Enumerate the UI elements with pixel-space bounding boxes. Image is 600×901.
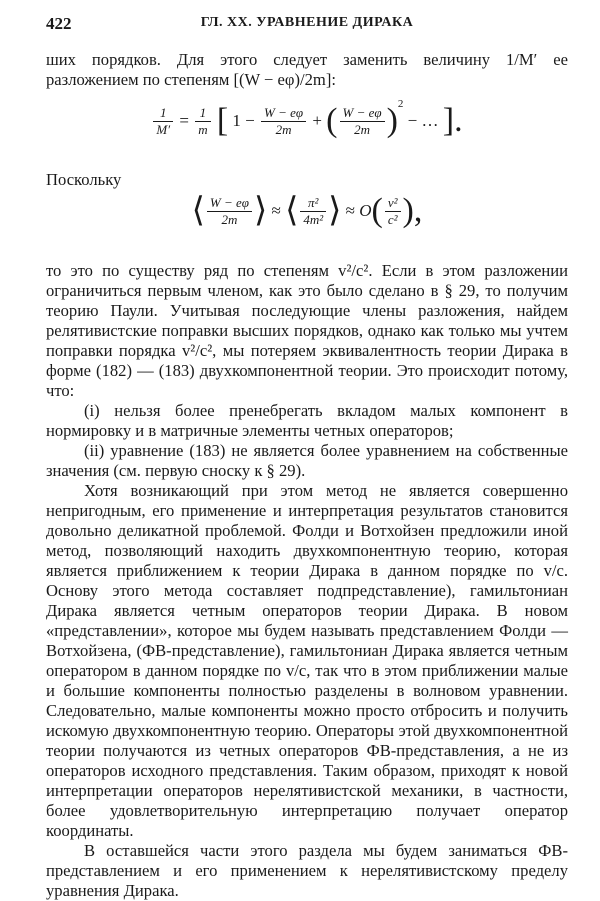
ellipsis-term: − …	[407, 111, 439, 130]
equation-estimate	[46, 194, 568, 228]
left-angle: ⟨	[191, 192, 205, 229]
fraction-energy: $\frac{W - e\varphi}{2m}$	[207, 195, 252, 228]
right-paren: )	[386, 102, 398, 139]
running-head: ГЛ. XX. УРАВНЕНИЕ ДИРАКА	[200, 15, 414, 30]
text-block-top	[46, 50, 568, 90]
paragraph-4: (i) нельзя более пренебрегать вкладом малых компонент в нормировку и в матричные элементы четных операторов;	[46, 401, 568, 440]
fraction-lhs: $\frac{1}{M'}$	[153, 105, 173, 138]
fraction-coefficient: $\frac{1}{m}$	[195, 105, 210, 138]
paragraph-2: Поскольку	[46, 170, 122, 189]
fraction-second-order: $\frac{W - e\varphi}{2m}$	[340, 105, 385, 138]
approx-sign-2: ≈	[345, 201, 355, 220]
paragraph-1: ших порядков. Для этого следует заменить величину 1/M′ ее разложением по степеням [(W − eφ)/2m]:	[46, 50, 568, 89]
approx-sign-1: ≈	[271, 201, 281, 220]
right-bracket: ].	[442, 102, 463, 139]
left-paren: (	[326, 102, 338, 139]
right-angle-2: ⟩	[328, 192, 342, 229]
right-angle: ⟩	[253, 192, 268, 229]
left-angle-2: ⟨	[285, 192, 299, 229]
paragraph-5: (ii) уравнение (183) не является более уравнением на собственные значения (см. первую сноску к § 29).	[46, 441, 568, 480]
paragraph-6: Хотя возникающий при этом метод не является совершенно непригодным, его применение и интерпретация результатов становится довольно деликатной проблемой. Фолди и Вотхойзен предложили иной метод, позволяющий находить двухкомпонентную теорию, которая является приближением к теории Дирака в данном порядке по v/c. Основу этого метода составляет подпредставление), гамильтониан Дирака является четным операторов теории Дирака. В новом «представлении», которое мы будем называть представлением Фолди — Вотхойзена, (ФВ-представление), гамильтониан Дирака является четным оператором в данном порядке по v/c, так что в этом приближении малые и большие компоненты полностью разделены в волновом уравнении. Следовательно, малые компоненты можно просто отбросить и получить искомую двухкомпонентную теорию. Операторы этой двухкомпонентной теории получаются из четных операторов ФВ-представления, а не из операторов исходного представления. Таким образом, приходят к новой интерпретации операторов нерелятивистской механики, в частности, более удовлетворительную интерпретацию получает оператор координаты.	[46, 481, 568, 840]
left-paren-o: (	[371, 192, 383, 229]
equation-expansion	[46, 98, 568, 139]
text-block-main	[46, 261, 568, 901]
big-o-symbol: O	[359, 201, 372, 220]
term-one: 1 −	[232, 111, 255, 130]
exponent-two: 2	[397, 98, 404, 110]
right-paren-o: ),	[402, 192, 423, 229]
paragraph-3: то это по существу ряд по степеням v²/c². Если в этом разложении ограничиться первым членом, как это было сделано в § 29, то получим теорию Паули. Учитывая последующие члены разложения, найдем релятивистские поправки высших порядков, однако как только мы учтем поправки порядка v²/c², мы потеряем эквивалентность теории Дирака в форме (182) — (183) двухкомпонентной теории. Это происходит потому, что:	[46, 261, 568, 400]
page-number: 422	[46, 14, 72, 33]
fraction-velocity: $\frac{\text{v²}}{\text{c²}}$	[385, 195, 401, 228]
fraction-momentum: $\frac{\text{π²}}{\text{4m²}}$	[300, 195, 326, 228]
paragraph-7: В оставшейся части этого раздела мы будем заниматься ФВ-представлением и его применением к нерелятивистскому пределу уравнения Дирака.	[46, 841, 568, 900]
fraction-first-order: $\frac{W - e\varphi}{2m}$	[261, 105, 306, 138]
plus-sign: +	[312, 111, 322, 130]
left-bracket: [	[216, 102, 229, 139]
page-header	[46, 14, 568, 36]
equals-sign: =	[179, 111, 189, 130]
text-block-poskolku	[46, 170, 568, 190]
